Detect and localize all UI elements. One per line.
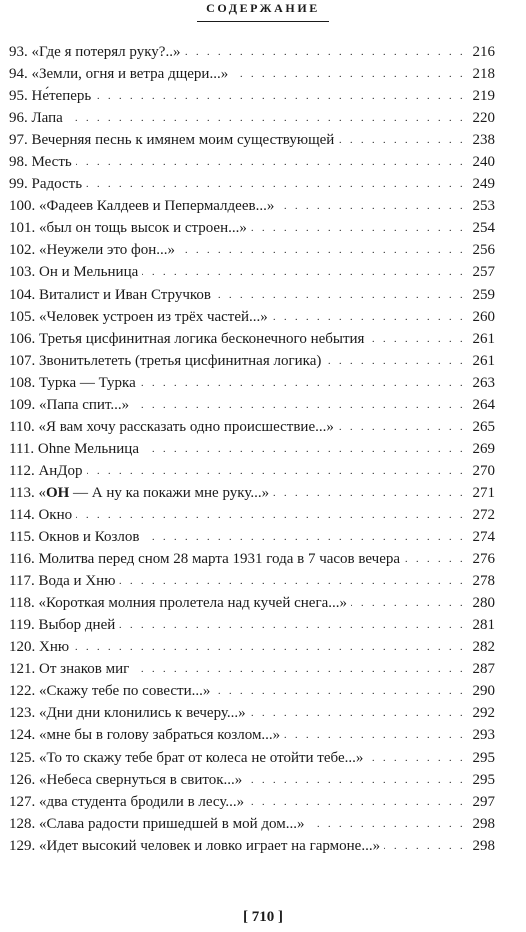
toc-entry: [0, 791, 526, 813]
toc-entry-title: 122. «Скажу тебе по совести...»: [9, 680, 214, 702]
toc-entry-page: 272: [469, 504, 496, 526]
toc-entry-title-prefix: 113. «: [9, 484, 46, 501]
toc-entry-page: 290: [469, 680, 496, 702]
toc-entry-page: 274: [469, 526, 496, 548]
toc-entry-page: 240: [469, 151, 496, 173]
toc-entry-title: 100. «Фадеев Калдеев и Пепермалдеев...»: [9, 195, 278, 217]
toc-entry-page: 281: [469, 614, 496, 636]
toc-entry-page: 265: [469, 416, 496, 438]
toc-entry-title: 115. Окнов и Козлов: [9, 526, 143, 548]
toc-entry-page: 293: [469, 724, 496, 746]
toc-entry: [0, 306, 526, 328]
toc-entry-title: 128. «Слава радости пришедшей в мой дом...»: [9, 813, 308, 835]
toc-entry: [0, 438, 526, 460]
toc-entry: [0, 173, 526, 195]
toc-entry-page: 261: [469, 328, 496, 350]
dot-leader: [9, 636, 495, 658]
toc-entry-title: 129. «Идет высокий человек и ловко играет на гармоне...»: [9, 835, 384, 857]
toc-entry: [0, 526, 526, 548]
toc-entry-page: 278: [469, 570, 496, 592]
toc-entry: [0, 129, 526, 151]
toc-entry-page: 287: [469, 658, 496, 680]
toc-entry: [0, 85, 526, 107]
toc-entry-page: 219: [469, 85, 496, 107]
toc-entry-page: 238: [469, 129, 496, 151]
toc-entry-title: 110. «Я вам хочу рассказать одно происшествие...»: [9, 416, 338, 438]
toc-entry-title-bold: ОН: [45, 484, 70, 501]
toc-entry-title: 107. Звонитьлететь (третья цисфинитная логика): [9, 350, 325, 372]
toc-entry: [0, 636, 526, 658]
toc-entry-page: 282: [469, 636, 496, 658]
toc-entry-title: 97. Вечерняя песнь к имянем моим существующей: [9, 129, 338, 151]
toc-entry-title: 116. Молитва перед сном 28 марта 1931 года в 7 часов вечера: [9, 548, 404, 570]
toc-entry-title-suffix: — А ну ка покажи мне руку...»: [69, 484, 270, 501]
toc-entry-page: 218: [469, 63, 496, 85]
toc-entry-title: 105. «Человек устроен из трёх частей...»: [9, 306, 272, 328]
toc-entry: [0, 284, 526, 306]
toc-entry-page: 295: [469, 769, 496, 791]
toc-entry-page: 276: [469, 548, 496, 570]
toc-entry: [0, 747, 526, 769]
toc-entry-title: 123. «Дни дни клонились к вечеру...»: [9, 702, 250, 724]
toc-entry: [0, 217, 526, 239]
toc-entry-page: 295: [469, 747, 496, 769]
toc-entry-title: 121. От знаков миг: [9, 658, 133, 680]
toc-entry-page: 260: [469, 306, 496, 328]
toc-entry: [0, 416, 526, 438]
toc-entry-title: 96. Лапа: [9, 107, 67, 129]
table-of-contents: [0, 41, 526, 857]
toc-entry-page: 253: [469, 195, 496, 217]
toc-entry-title: 98. Месть: [9, 151, 76, 173]
toc-entry-title: 120. Хню: [9, 636, 73, 658]
toc-entry: [0, 239, 526, 261]
toc-entry-title: 94. «Земли, огня и ветра дщери...»: [9, 63, 232, 85]
toc-entry-title: 106. Третья цисфинитная логика бесконечного небытия: [9, 328, 368, 350]
toc-entry: [0, 504, 526, 526]
toc-entry-page: 220: [469, 107, 496, 129]
toc-entry-title: 114. Окно: [9, 504, 76, 526]
toc-entry-page: 298: [469, 835, 496, 857]
toc-entry-title: 125. «То то скажу тебе брат от колеса не отойти тебе...»: [9, 747, 367, 769]
toc-entry-title: 108. Турка — Турка: [9, 372, 140, 394]
toc-entry: [0, 482, 526, 504]
toc-entry-title: 99. Радость: [9, 173, 86, 195]
toc-entry-title: 127. «два студента бродили в лесу...»: [9, 791, 248, 813]
toc-entry-page: 254: [469, 217, 496, 239]
toc-entry-title: 95. Не́теперь: [9, 85, 95, 107]
toc-entry-page: 271: [469, 482, 496, 504]
toc-entry: [0, 813, 526, 835]
toc-entry-page: 297: [469, 791, 496, 813]
toc-entry: [0, 261, 526, 283]
toc-entry-title: 117. Вода и Хню: [9, 570, 119, 592]
header-rule: [197, 21, 329, 22]
toc-entry: [0, 680, 526, 702]
dot-leader: [9, 107, 495, 129]
toc-entry: [0, 394, 526, 416]
toc-entry-page: 269: [469, 438, 496, 460]
toc-entry-page: 249: [469, 173, 496, 195]
toc-entry-page: 292: [469, 702, 496, 724]
dot-leader: [9, 151, 495, 173]
toc-entry-title: 111. Ohne Мельница: [9, 438, 143, 460]
toc-entry: [0, 769, 526, 791]
toc-entry-page: 264: [469, 394, 496, 416]
toc-entry-page: 263: [469, 372, 496, 394]
toc-entry: [0, 570, 526, 592]
toc-entry: [0, 658, 526, 680]
toc-entry-title: 126. «Небеса свернуться в свиток...»: [9, 769, 246, 791]
toc-entry: [0, 195, 526, 217]
toc-entry: [0, 614, 526, 636]
toc-entry-title: 118. «Короткая молния пролетела над кучей снега...»: [9, 592, 351, 614]
toc-entry-title: [9, 482, 273, 504]
toc-entry-title: 101. «был он тощь высок и строен...»: [9, 217, 251, 239]
toc-entry-title: 93. «Где я потерял руку?..»: [9, 41, 184, 63]
toc-entry-page: 257: [469, 261, 496, 283]
toc-entry: [0, 151, 526, 173]
toc-entry: [0, 41, 526, 63]
toc-entry-page: 256: [469, 239, 496, 261]
toc-entry: [0, 372, 526, 394]
toc-entry-title: 109. «Папа спит...»: [9, 394, 133, 416]
toc-entry-title: 103. Он и Мельница: [9, 261, 142, 283]
toc-entry: [0, 107, 526, 129]
toc-entry-page: 261: [469, 350, 496, 372]
toc-entry: [0, 702, 526, 724]
toc-entry: [0, 835, 526, 857]
toc-entry: [0, 460, 526, 482]
page-number: [ 710 ]: [243, 909, 283, 925]
toc-entry: [0, 328, 526, 350]
toc-entry-title: 102. «Неужели это фон...»: [9, 239, 179, 261]
toc-entry: [0, 63, 526, 85]
toc-entry-title: 112. АнДор: [9, 460, 87, 482]
page-header: [0, 0, 526, 28]
toc-entry-page: 270: [469, 460, 496, 482]
toc-entry-page: 280: [469, 592, 496, 614]
toc-entry-page: 298: [469, 813, 496, 835]
toc-entry-title: 104. Виталист и Иван Стручков: [9, 284, 215, 306]
toc-entry: [0, 350, 526, 372]
dot-leader: [9, 504, 495, 526]
page-title: СОДЕРЖАНИЕ: [206, 1, 320, 15]
toc-entry-title: 119. Выбор дней: [9, 614, 119, 636]
toc-entry: [0, 548, 526, 570]
toc-entry: [0, 592, 526, 614]
toc-entry-page: 216: [469, 41, 496, 63]
toc-entry-title: 124. «мне бы в голову забраться козлом...»: [9, 724, 284, 746]
toc-entry: [0, 724, 526, 746]
toc-entry-page: 259: [469, 284, 496, 306]
